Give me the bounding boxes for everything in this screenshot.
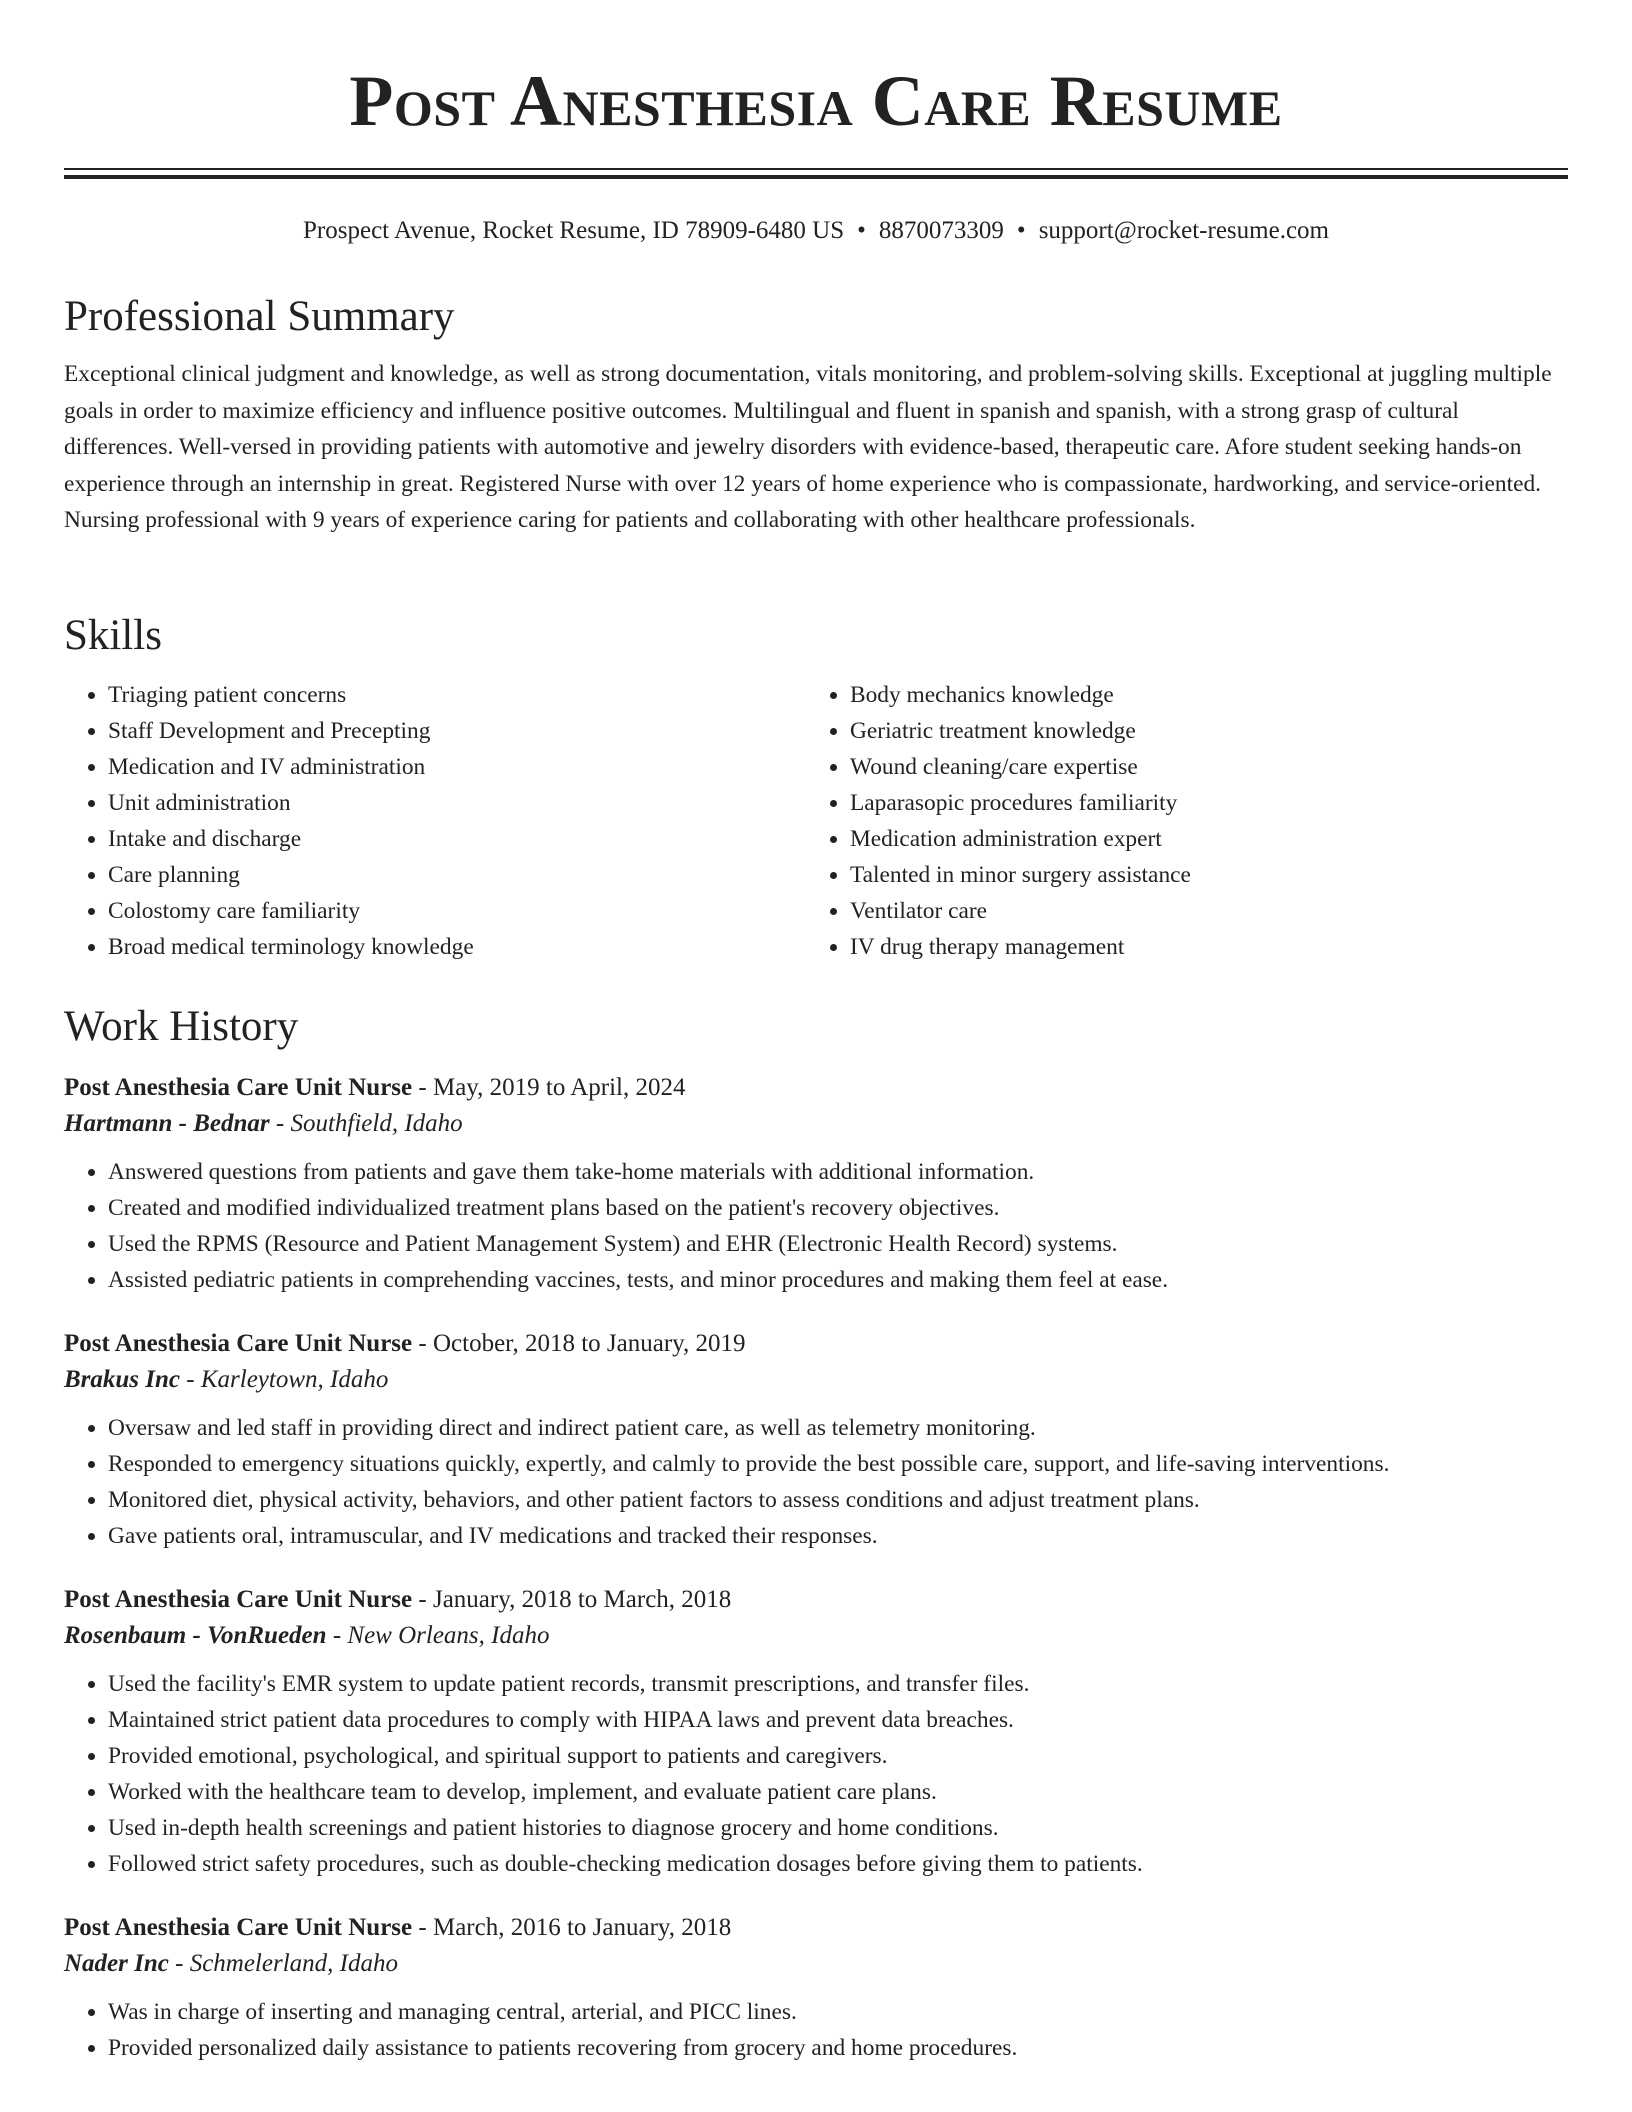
job-bullet: • Used in-depth health screenings and patient histories to diagnose grocery and home conditions. bbox=[108, 1810, 1568, 1846]
skill-item: • Body mechanics knowledge bbox=[850, 677, 1548, 713]
skill-item: • Geriatric treatment knowledge bbox=[850, 713, 1548, 749]
contact-line bbox=[0, 215, 1632, 247]
job-bullet: • Used the RPMS (Resource and Patient Management System) and EHR (Electronic Health Record) systems. bbox=[108, 1226, 1568, 1262]
contact-separator: • bbox=[1016, 217, 1026, 244]
job-company-line bbox=[64, 1946, 1568, 1982]
job-company-line bbox=[64, 1106, 1568, 1142]
job-dash: - bbox=[269, 1110, 291, 1137]
skills-columns bbox=[64, 677, 1568, 965]
job-bullet: • Gave patients oral, intramuscular, and IV medications and tracked their responses. bbox=[108, 1518, 1568, 1554]
job-dates: March, 2016 to January, 2018 bbox=[432, 1914, 732, 1941]
summary-text: Exceptional clinical judgment and knowledge, as well as strong documentation, vitals monitoring, and problem-solving skills. Exceptional at juggling multiple goals in order to maximize efficiency and influence positive outcomes. Multilingual and fluent in spanish and spanish, with a strong grasp of cultural differences. Well-versed in providing patients with automotive and jewelry disorders with evidence-based, therapeutic care. Afore student seeking hands-on experience through an internship in great. Registered Nurse with over 12 years of home experience who is compassionate, hardworking, and service-oriented. Nursing professional with 9 years of experience caring for patients and collaborating with other healthcare professionals. bbox=[64, 361, 1552, 533]
job-dates: January, 2018 to March, 2018 bbox=[432, 1586, 732, 1613]
skill-item: • Broad medical terminology knowledge bbox=[108, 929, 806, 965]
job-dash: - bbox=[326, 1622, 348, 1649]
job-title: Post Anesthesia Care Unit Nurse bbox=[64, 1330, 413, 1357]
skill-item: • Wound cleaning/care expertise bbox=[850, 749, 1548, 785]
job-company: Nader Inc bbox=[64, 1950, 169, 1977]
professional-summary-section bbox=[64, 292, 1568, 539]
job-dash: - bbox=[180, 1366, 201, 1393]
skill-item: • Medication administration expert bbox=[850, 821, 1548, 857]
job-bullets bbox=[64, 1410, 1568, 1554]
job-bullet: • Assisted pediatric patients in comprehending vaccines, tests, and minor procedures and making them feel at ease. bbox=[108, 1262, 1568, 1298]
job-bullet: • Maintained strict patient data procedures to comply with HIPAA laws and prevent data breaches. bbox=[108, 1702, 1568, 1738]
skills-section bbox=[64, 611, 1568, 965]
resume-title: Post Anesthesia Care Resume bbox=[349, 61, 1283, 141]
skills-list-left bbox=[64, 677, 806, 965]
job-title-line bbox=[64, 1910, 1568, 1946]
contact-address: Prospect Avenue, Rocket Resume, ID 78909-6480 US bbox=[303, 217, 845, 244]
skill-item: • Medication and IV administration bbox=[108, 749, 806, 785]
job-location: New Orleans, Idaho bbox=[347, 1622, 550, 1649]
job-company: Brakus Inc bbox=[64, 1366, 181, 1393]
job-bullet: • Responded to emergency situations quickly, expertly, and calmly to provide the best possible care, support, and life-saving interventions. bbox=[108, 1446, 1568, 1482]
job-bullet: • Provided personalized daily assistance to patients recovering from grocery and home procedures. bbox=[108, 2030, 1568, 2066]
job-location: Schmelerland, Idaho bbox=[189, 1950, 398, 1977]
job-bullet: • Used the facility's EMR system to update patient records, transmit prescriptions, and transfer files. bbox=[108, 1666, 1568, 1702]
skill-item: • Ventilator care bbox=[850, 893, 1548, 929]
work-history-section bbox=[64, 1002, 1568, 2094]
job-bullet: • Created and modified individualized treatment plans based on the patient's recovery objectives. bbox=[108, 1190, 1568, 1226]
job-list bbox=[64, 1070, 1568, 2066]
job-dash: - bbox=[412, 1330, 433, 1357]
skills-heading: Skills bbox=[64, 612, 162, 659]
skill-item: • Intake and discharge bbox=[108, 821, 806, 857]
skill-item: • Laparasopic procedures familiarity bbox=[850, 785, 1548, 821]
job-bullets bbox=[64, 1994, 1568, 2066]
skill-item: • Triaging patient concerns bbox=[108, 677, 806, 713]
job-entry bbox=[64, 1326, 1568, 1554]
job-entry bbox=[64, 1070, 1568, 1298]
job-title: Post Anesthesia Care Unit Nurse bbox=[64, 1074, 413, 1101]
job-company: Hartmann - Bednar bbox=[64, 1110, 270, 1137]
job-dash: - bbox=[412, 1586, 433, 1613]
job-title-line bbox=[64, 1326, 1568, 1362]
summary-heading: Professional Summary bbox=[64, 293, 455, 340]
job-bullet: • Was in charge of inserting and managing central, arterial, and PICC lines. bbox=[108, 1994, 1568, 2030]
skills-list-right bbox=[806, 677, 1548, 965]
job-bullet: • Provided emotional, psychological, and spiritual support to patients and caregivers. bbox=[108, 1738, 1568, 1774]
skill-item: • Staff Development and Precepting bbox=[108, 713, 806, 749]
skill-item: • IV drug therapy management bbox=[850, 929, 1548, 965]
job-company: Rosenbaum - VonRueden bbox=[64, 1622, 327, 1649]
job-bullet: • Monitored diet, physical activity, behaviors, and other patient factors to assess conditions and adjust treatment plans. bbox=[108, 1482, 1568, 1518]
job-title-line bbox=[64, 1582, 1568, 1618]
job-title-line bbox=[64, 1070, 1568, 1106]
skill-item: • Colostomy care familiarity bbox=[108, 893, 806, 929]
job-dates: May, 2019 to April, 2024 bbox=[432, 1074, 686, 1101]
work-heading: Work History bbox=[64, 1003, 299, 1050]
job-entry bbox=[64, 1910, 1568, 2066]
job-company-line bbox=[64, 1618, 1568, 1654]
job-bullet: • Oversaw and led staff in providing direct and indirect patient care, as well as telemetry monitoring. bbox=[108, 1410, 1568, 1446]
title-divider-thick bbox=[64, 175, 1568, 179]
contact-email: support@rocket-resume.com bbox=[1038, 217, 1329, 244]
skill-item: • Care planning bbox=[108, 857, 806, 893]
contact-separator: • bbox=[857, 217, 866, 244]
job-dash: - bbox=[412, 1914, 433, 1941]
skill-item: • Talented in minor surgery assistance bbox=[850, 857, 1548, 893]
job-dates: October, 2018 to January, 2019 bbox=[432, 1330, 746, 1357]
contact-phone: 8870073309 bbox=[878, 217, 1004, 244]
job-bullet: • Worked with the healthcare team to develop, implement, and evaluate patient care plans. bbox=[108, 1774, 1568, 1810]
job-location: Karleytown, Idaho bbox=[200, 1366, 389, 1393]
job-location: Southfield, Idaho bbox=[290, 1110, 463, 1137]
job-title: Post Anesthesia Care Unit Nurse bbox=[64, 1914, 413, 1941]
job-bullet: • Answered questions from patients and gave them take-home materials with additional information. bbox=[108, 1154, 1568, 1190]
job-bullets bbox=[64, 1666, 1568, 1882]
job-dash: - bbox=[168, 1950, 190, 1977]
job-dash: - bbox=[412, 1074, 433, 1101]
job-company-line bbox=[64, 1362, 1568, 1398]
job-bullets bbox=[64, 1154, 1568, 1298]
job-title: Post Anesthesia Care Unit Nurse bbox=[64, 1586, 413, 1613]
job-bullet: • Followed strict safety procedures, such as double-checking medication dosages before giving them to patients. bbox=[108, 1846, 1568, 1882]
title-divider-thin bbox=[64, 168, 1568, 170]
skill-item: • Unit administration bbox=[108, 785, 806, 821]
job-entry bbox=[64, 1582, 1568, 1882]
